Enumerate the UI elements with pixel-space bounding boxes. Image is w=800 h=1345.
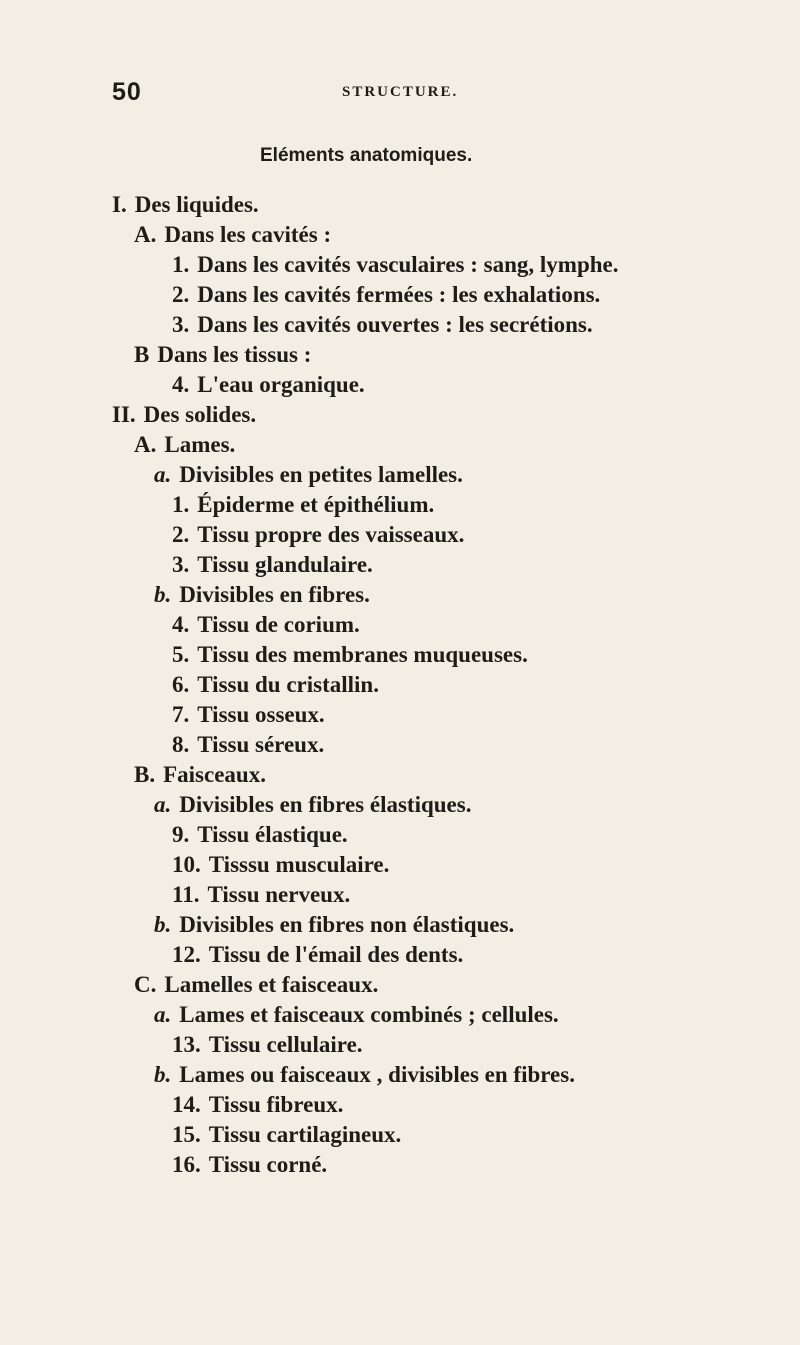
outline-text: Lamelles et faisceaux. xyxy=(164,972,379,997)
outline-label: 1. xyxy=(172,252,190,277)
outline-item xyxy=(172,670,379,700)
outline-label: 4. xyxy=(172,372,190,397)
outline-text: Faisceaux. xyxy=(163,762,266,787)
outline-label: 12. xyxy=(172,942,201,967)
section-title: Eléments anatomiques. xyxy=(260,145,473,166)
outline-item xyxy=(154,790,471,820)
outline-item xyxy=(172,820,348,850)
outline-label: 4. xyxy=(172,612,190,637)
outline-item xyxy=(172,640,528,670)
outline-label: 11. xyxy=(172,882,200,907)
outline-item xyxy=(172,1030,363,1060)
outline-item xyxy=(172,370,365,400)
outline-text: Tissu cellulaire. xyxy=(208,1032,363,1057)
outline-item xyxy=(154,910,514,940)
outline-text: L'eau organique. xyxy=(197,372,365,397)
outline-text: Divisibles en fibres. xyxy=(179,582,370,607)
outline-label: I. xyxy=(112,192,127,217)
outline-label: 8. xyxy=(172,732,190,757)
outline-text: Dans les cavités : xyxy=(164,222,332,247)
outline-item xyxy=(172,610,360,640)
outline-item xyxy=(134,760,266,790)
outline-item xyxy=(154,1000,559,1030)
outline-item xyxy=(134,220,331,250)
outline-item xyxy=(172,700,325,730)
outline-text: Lames et faisceaux combinés ; cellules. xyxy=(179,1002,559,1027)
outline-label: 16. xyxy=(172,1152,201,1177)
outline-label: 15. xyxy=(172,1122,201,1147)
outline-text: Tissu des membranes muqueuses. xyxy=(197,642,528,667)
outline-item xyxy=(172,940,463,970)
outline-label: A. xyxy=(134,432,157,457)
outline-item xyxy=(172,880,350,910)
outline-label: b. xyxy=(154,582,172,607)
outline-text: Lames ou faisceaux , divisibles en fibres. xyxy=(179,1062,575,1087)
outline-text: Tissu nerveux. xyxy=(207,882,351,907)
outline-text: Tissu propre des vaisseaux. xyxy=(197,522,465,547)
outline-item xyxy=(134,340,311,370)
outline-text: Tisssu musculaire. xyxy=(208,852,390,877)
outline-text: Tissu cartilagineux. xyxy=(208,1122,402,1147)
outline-item xyxy=(172,850,389,880)
outline-label: B xyxy=(134,342,150,367)
outline-text: Lames. xyxy=(164,432,236,457)
outline-item xyxy=(154,580,370,610)
outline-text: Des solides. xyxy=(143,402,257,427)
outline-text: Épiderme et épithélium. xyxy=(197,492,435,517)
outline-label: C. xyxy=(134,972,157,997)
outline-text: Divisibles en fibres non élastiques. xyxy=(179,912,515,937)
outline-item xyxy=(172,520,464,550)
outline-label: A. xyxy=(134,222,157,247)
outline-item xyxy=(112,400,256,430)
page-header xyxy=(112,78,712,108)
outline-label: 7. xyxy=(172,702,190,727)
outline-text: Tissu de l'émail des dents. xyxy=(208,942,464,967)
outline-item xyxy=(172,250,619,280)
outline-label: II. xyxy=(112,402,136,427)
outline-label: B. xyxy=(134,762,156,787)
outline-text: Dans les cavités fermées : les exhalations. xyxy=(197,282,601,307)
page-number: 50 xyxy=(112,78,142,106)
outline-item xyxy=(172,550,373,580)
outline-label: b. xyxy=(154,1062,172,1087)
outline-label: 2. xyxy=(172,282,190,307)
outline-label: 10. xyxy=(172,852,201,877)
outline-text: Tissu élastique. xyxy=(197,822,348,847)
outline-text: Dans les cavités vasculaires : sang, lymphe. xyxy=(197,252,619,277)
outline-item xyxy=(112,190,259,220)
outline-text: Tissu fibreux. xyxy=(208,1092,344,1117)
outline-text: Divisibles en fibres élastiques. xyxy=(179,792,472,817)
outline-label: 1. xyxy=(172,492,190,517)
outline-item xyxy=(172,310,593,340)
outline-item xyxy=(134,430,235,460)
outline-label: 6. xyxy=(172,672,190,697)
outline-text: Tissu séreux. xyxy=(197,732,325,757)
running-head: STRUCTURE. xyxy=(342,84,459,100)
outline-label: 9. xyxy=(172,822,190,847)
outline-label: 5. xyxy=(172,642,190,667)
outline-label: 3. xyxy=(172,312,190,337)
outline-item xyxy=(172,1090,343,1120)
outline-label: b. xyxy=(154,912,172,937)
outline-item xyxy=(172,1120,401,1150)
outline-text: Tissu corné. xyxy=(208,1152,328,1177)
outline-item xyxy=(154,460,463,490)
outline-label: a. xyxy=(154,792,172,817)
outline-item xyxy=(172,280,600,310)
outline-item xyxy=(154,1060,575,1090)
outline-item xyxy=(172,490,434,520)
outline-label: 13. xyxy=(172,1032,201,1057)
outline-text: Dans les tissus : xyxy=(157,342,312,367)
outline-text: Dans les cavités ouvertes : les secrétions. xyxy=(197,312,593,337)
outline-item xyxy=(172,730,324,760)
outline-text: Tissu glandulaire. xyxy=(197,552,373,577)
outline-text: Divisibles en petites lamelles. xyxy=(179,462,463,487)
outline-item xyxy=(134,970,378,1000)
outline-text: Tissu de corium. xyxy=(197,612,360,637)
outline-item xyxy=(172,1150,327,1180)
outline-label: a. xyxy=(154,1002,172,1027)
outline-label: 14. xyxy=(172,1092,201,1117)
outline-label: a. xyxy=(154,462,172,487)
outline-label: 2. xyxy=(172,522,190,547)
outline-text: Tissu du cristallin. xyxy=(197,672,379,697)
outline-text: Des liquides. xyxy=(134,192,259,217)
outline-text: Tissu osseux. xyxy=(197,702,325,727)
outline-label: 3. xyxy=(172,552,190,577)
